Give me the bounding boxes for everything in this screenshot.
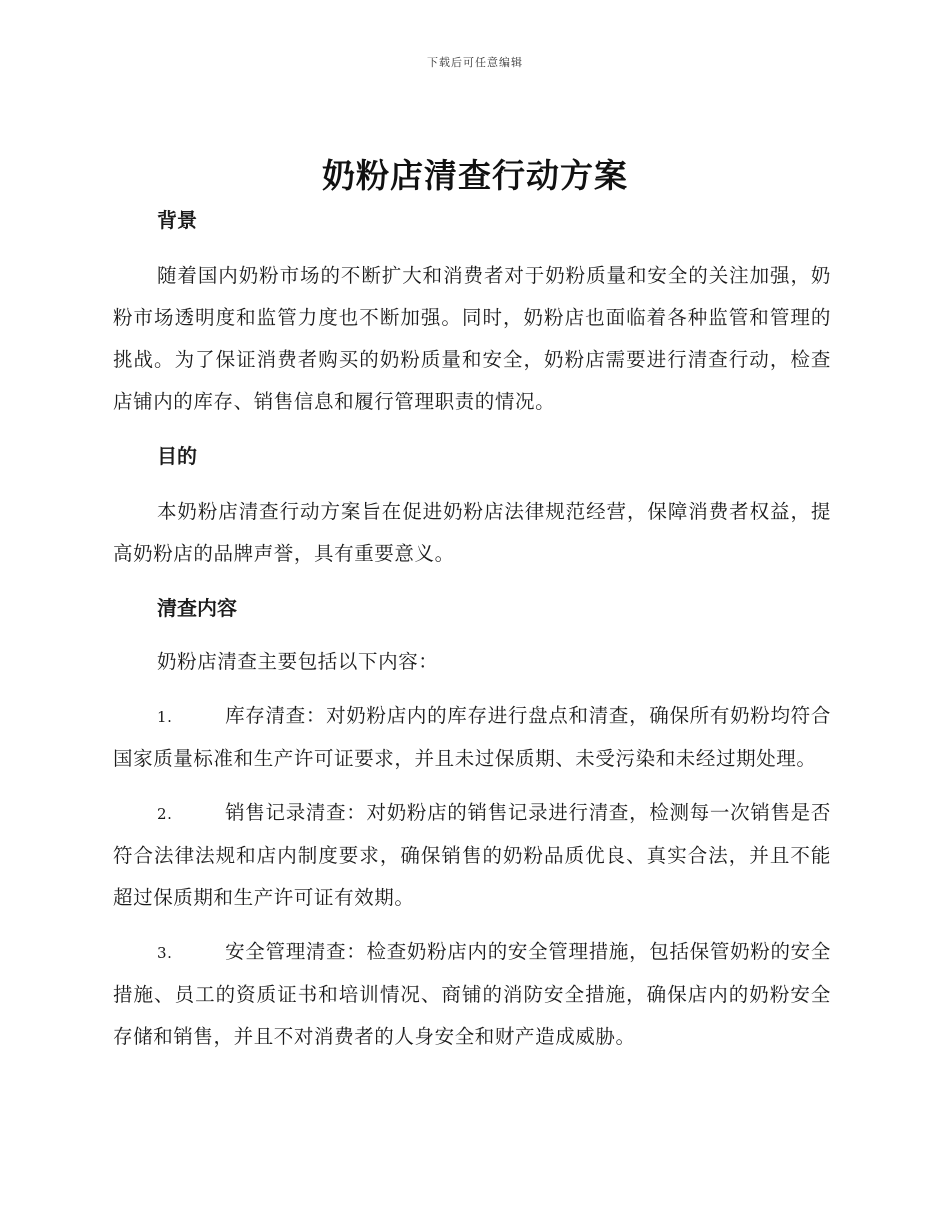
background-paragraph: 随着国内奶粉市场的不断扩大和消费者对于奶粉质量和安全的关注加强，奶粉市场透明度和监管力度也不断加强。同时，奶粉店也面临着各种监管和管理的挑战。为了保证消费者购买的奶粉质量和安全，奶粉店需要进行清查行动，检查店铺内的库存、销售信息和履行管理职责的情况。 [113, 264, 831, 413]
section-heading-content: 清查内容 [157, 596, 237, 620]
list-item-number: 2. [157, 805, 173, 823]
list-item-number: 1. [157, 708, 173, 726]
content-intro: 奶粉店清查主要包括以下内容： [157, 650, 439, 673]
section-heading-purpose: 目的 [157, 444, 197, 468]
list-item-number: 3. [157, 944, 173, 962]
list-item-text: 安全管理清查：检查奶粉店内的安全管理措施，包括保管奶粉的安全措施、员工的资质证书和培训情况、商铺的消防安全措施，确保店内的奶粉安全存储和销售，并且不对消费者的人身安全和财产造成威胁。 [113, 940, 831, 1048]
list-item-text: 库存清查：对奶粉店内的库存进行盘点和清查，确保所有奶粉均符合国家质量标准和生产许可证要求，并且未过保质期、未受污染和未经过期处理。 [113, 704, 831, 770]
section-heading-background: 背景 [157, 208, 197, 232]
purpose-paragraph: 本奶粉店清查行动方案旨在促进奶粉店法律规范经营，保障消费者权益，提高奶粉店的品牌声誉，具有重要意义。 [113, 500, 831, 565]
list-item [113, 792, 831, 919]
list-item [113, 695, 831, 780]
list-item [113, 931, 831, 1058]
document-body [113, 205, 831, 1058]
list-item-text: 销售记录清查：对奶粉店的销售记录进行清查，检测每一次销售是否符合法律法规和店内制度要求，确保销售的奶粉品质优良、真实合法，并且不能超过保质期和生产许可证有效期。 [113, 801, 831, 909]
header-note: 下载后可任意编辑 [427, 56, 523, 69]
document-title: 奶粉店清查行动方案 [322, 156, 628, 195]
